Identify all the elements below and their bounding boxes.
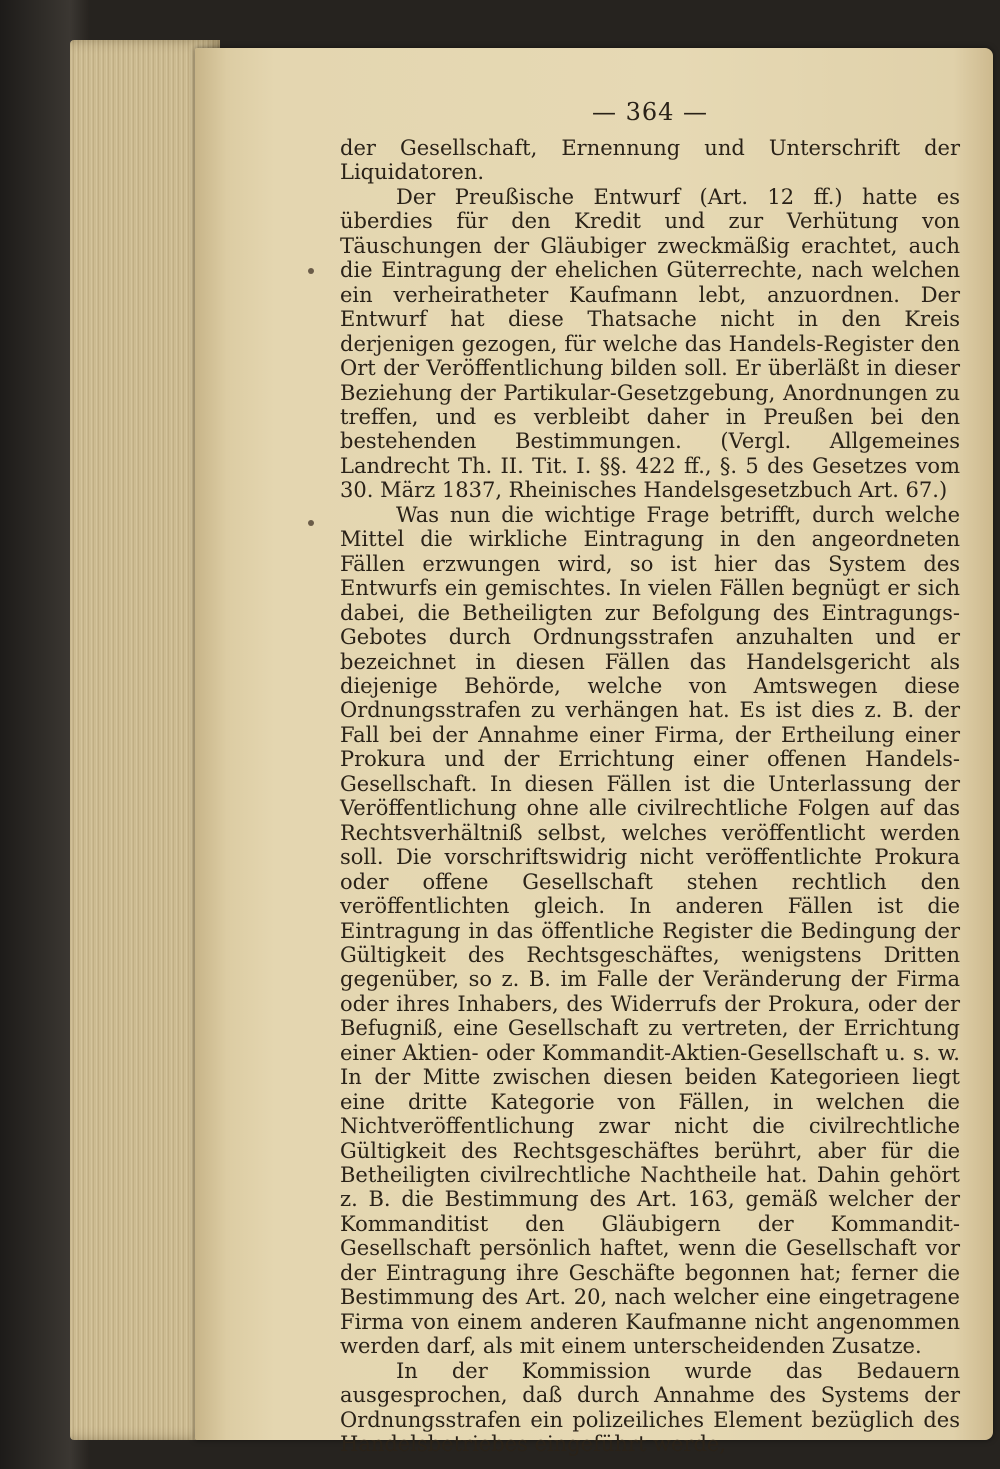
body-text xyxy=(340,136,960,1456)
paragraph: Der Preußische Entwurf (Art. 12 ff.) hatte es überdies für den Kredit und zur Verhütung von Täuschungen der Gläubiger zweckmäßig erachtet, auch die Eintragung der ehelichen Güterrechte, nach welchen ein verheiratheter Kaufmann lebt, anzuordnen. Der Entwurf hat diese Thatsache nicht in den Kreis derjenigen gezogen, für welche das Handels-Register den Ort der Veröffentlichung bilden soll. Er überläßt in dieser Beziehung der Partikular-Gesetzgebung, Anordnungen zu treffen, und es verbleibt daher in Preußen bei den bestehenden Bestimmungen. (Vergl. Allgemeines Landrecht Th. II. Tit. I. §§. 422 ff., §. 5 des Gesetzes vom 30. März 1837, Rheinisches Handelsgesetzbuch Art. 67.) xyxy=(340,184,960,503)
page-number: — 364 — xyxy=(591,98,709,126)
paragraph: In der Kommission wurde das Bedauern ausgesprochen, daß durch Annahme des Systems der Ordnungsstrafen ein polizeiliches Element bezüglich des Handelsbetriebes eingeführt werde, xyxy=(340,1358,960,1457)
margin-mark xyxy=(308,520,314,526)
paragraph: der Gesellschaft, Ernennung und Unterschrift der Liquidatoren. xyxy=(340,136,960,185)
margin-mark xyxy=(308,268,314,274)
page-content xyxy=(340,92,960,1456)
paragraph: Was nun die wichtige Frage betrifft, durch welche Mittel die wirkliche Eintragung in den angeordneten Fällen erzwungen wird, so ist hier das System des Entwurfs ein gemischtes. In vielen Fällen begnügt er sich dabei, die Betheiligten zur Befolgung des Eintragungs-Gebotes durch Ordnungsstrafen anzuhalten und er bezeichnet in diesen Fällen das Handelsgericht als diejenige Behörde, welche von Amtswegen diese Ordnungsstrafen zu verhängen hat. Es ist dies z. B. der Fall bei der Annahme einer Firma, der Ertheilung einer Prokura und der Errichtung einer offenen Handels-Gesellschaft. In diesen Fällen ist die Unterlassung der Veröffentlichung ohne alle civilrechtliche Folgen auf das Rechtsverhältniß selbst, welches veröffentlicht werden soll. Die vorschriftswidrig nicht veröffentlichte Prokura oder offene Gesellschaft stehen rechtlich den veröffentlichten gleich. In anderen Fällen ist die Eintragung in das öffentliche Register die Bedingung der Gültigkeit des Rechtsgeschäftes, wenigstens Dritten gegenüber, so z. B. im Falle der Veränderung der Firma oder ihres Inhabers, des Widerrufs der Prokura, oder der Befugniß, eine Gesellschaft zu vertreten, der Errichtung einer Aktien- oder Kommandit-Aktien-Gesellschaft u. s. w. In der Mitte zwischen diesen beiden Kategorieen liegt eine dritte Kategorie von Fällen, in welchen die Nichtveröffentlichung zwar nicht die civilrechtliche Gültigkeit des Rechtsgeschäftes berührt, aber für die Betheiligten civilrechtliche Nachtheile hat. Dahin gehört z. B. die Bestimmung des Art. 163, gemäß welcher der Kommanditist den Gläubigern der Kommandit-Gesellschaft persönlich haftet, wenn die Gesellschaft vor der Eintragung ihre Geschäfte begonnen hat; ferner die Bestimmung des Art. 20, nach welcher eine eingetragene Firma von einem anderen Kaufmanne nicht angenommen werden darf, als mit einem unterscheidenden Zusatze. xyxy=(340,502,960,1359)
